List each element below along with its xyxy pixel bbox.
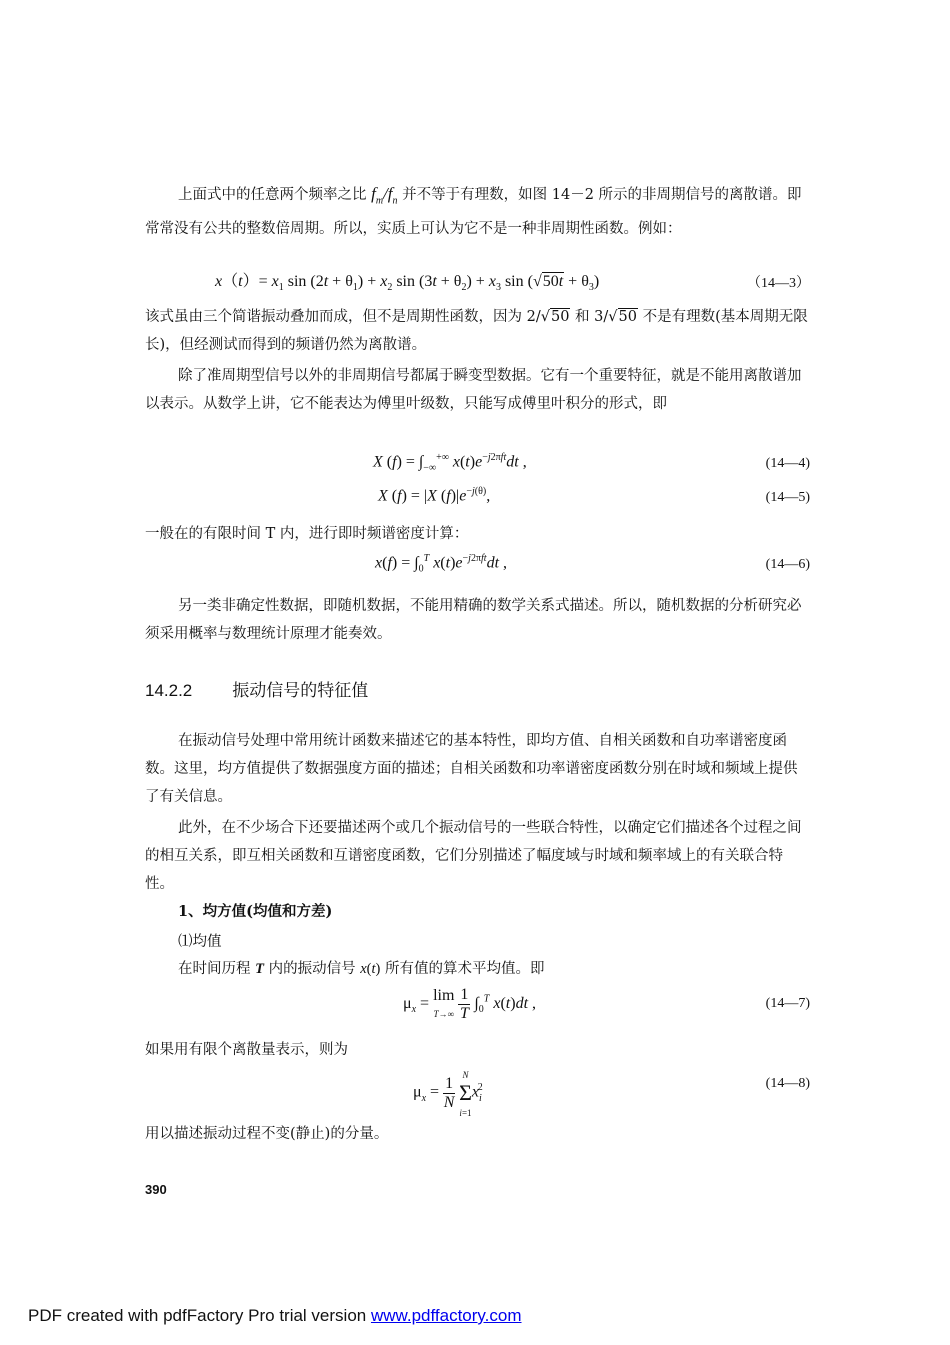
paragraph-9-text-c: 所有值的算术平均值。即: [380, 961, 545, 977]
paragraph-1-text-b: 并不等于有理数，如图 14－2 所示的非周期信号的离散谱。即常常没有公共的整数倍周期。所以，实质上可认为它不是一种非周期性函数。例如：: [145, 187, 802, 238]
paragraph-11: 用以描述振动过程不变(静止)的分量。: [145, 1126, 389, 1142]
footer-link[interactable]: www.pdffactory.com: [370, 1306, 522, 1325]
paragraph-8: ⑴均值: [178, 934, 222, 950]
paragraph-9-text-a: 在时间历程: [178, 961, 256, 977]
section-heading: [145, 676, 368, 701]
section-number: 14.2.2: [145, 681, 193, 700]
equation-14-6-number: (14—6): [765, 557, 810, 572]
section-title: 振动信号的特征值: [232, 681, 369, 700]
paragraph-1-text-a: 上面式中的任意两个频率之比: [178, 187, 372, 203]
equation-14-7-body: $\mu_x = \lim$ T→∞ $\frac{1}{T}$ $\int_0^T$ x(t)dt ,: [403, 986, 537, 1022]
equation-14-7: [145, 986, 810, 1034]
equation-14-5-body: X (f) = |X $(f)|e^{-j(\theta)}$,: [378, 486, 491, 505]
paragraph-9: 在时间历程 T 内的振动信号 x(t) 所有值的算术平均值。即: [178, 961, 545, 977]
equation-14-6-body: $x(f) = \int_0^T$ $x(t)e^{-j2\pi ft}dt$ ,: [375, 553, 508, 575]
paragraph-3: 除了准周期型信号以外的非周期信号都属于瞬变型数据。它有一个重要特征，就是不能用离散谱加以表示。从数学上讲，它不能表达为傅里叶级数，只能写成傅里叶积分的形式，即: [145, 368, 802, 412]
equation-14-4: [145, 452, 810, 482]
paragraph-4: 一般在的有限时间 T 内，进行即时频谱密度计算：: [145, 526, 469, 542]
equation-14-5: [145, 486, 810, 516]
equation-14-6: [145, 553, 810, 583]
footer-text: PDF created with pdfFactory Pro trial version: [28, 1306, 371, 1325]
equation-14-3: [145, 268, 810, 298]
paragraph-2-text-a: 该式虽由三个简谐振动叠加而成，但不是周期性函数，因为 2/: [145, 309, 541, 325]
paragraph-5: 另一类非确定性数据，即随机数据，不能用精确的数学关系式描述。所以，随机数据的分析研究必须采用概率与数理统计原理才能奏效。: [145, 598, 802, 642]
paragraph-10: 如果用有限个离散量表示，则为: [145, 1042, 348, 1058]
paragraph-2: [145, 303, 810, 359]
paragraph-7: 此外，在不少场合下还要描述两个或几个振动信号的一些联合特性，以确定它们描述各个过程之间的相互关系，即互相关函数和互谱密度函数，它们分别描述了幅度域与时域和频率域上的有关联合特性。: [145, 820, 802, 892]
equation-14-3-number: （14—3）: [747, 276, 810, 291]
equation-14-4-number: (14—4): [765, 456, 810, 471]
subsection-heading: 1、均方值(均值和方差): [178, 903, 333, 920]
equation-14-7-number: (14—7): [765, 996, 810, 1011]
equation-14-4-body: X $(f) = \int_{-\infty}^{+\infty}$ $x(t)e^{-j2\pi ft}dt$ ,: [373, 452, 527, 474]
paragraph-1: [145, 180, 810, 243]
paragraph-6: 在振动信号处理中常用统计函数来描述它的基本特性，即均方值、自相关函数和自功率谱密度函数。这里，均方值提供了数据强度方面的描述；自相关函数和功率谱密度函数分别在时域和频域上提供了有关信息。: [145, 733, 798, 805]
equation-14-8: [145, 1064, 810, 1118]
equation-14-8-body: $\mu_x$ = $\frac{1}{N}$ N Σ $i=1x_i^2$: [413, 1070, 483, 1118]
pdf-footer: [28, 1306, 522, 1326]
equation-14-5-number: (14—5): [765, 490, 810, 505]
equation-14-8-number: (14—8): [765, 1076, 810, 1091]
page-number: 390: [145, 1182, 167, 1197]
equation-14-3-body: $x(t)= x_1$ $\sin (2t + \theta_1) + x_2$ $\sin (3t + \theta_2) + x_3$ $\sin (√50t + \theta_3)$: [215, 273, 600, 294]
frequency-ratio: $f_m/f_n$: [371, 184, 398, 207]
paragraph-2-text-c: 不是有理数(基本周期无限长)，但经测试而得到的频谱仍然为离散谱。: [145, 309, 808, 353]
sqrt-50-b: √50: [608, 309, 637, 325]
sqrt-50-a: √50: [540, 309, 570, 325]
paragraph-9-text-b: 内的振动信号: [263, 961, 361, 977]
paragraph-2-text-b: 和 3/: [570, 309, 609, 325]
